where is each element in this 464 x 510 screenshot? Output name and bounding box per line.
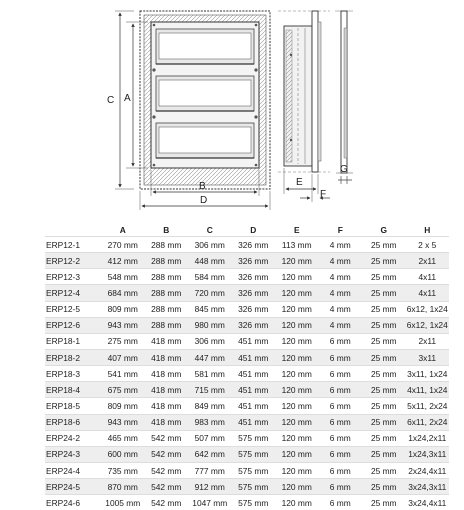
value-cell: 3x11, 1x24 — [406, 366, 450, 382]
model-cell: ERP18-1 — [45, 333, 101, 349]
table-row — [45, 317, 449, 333]
label-c: C — [107, 95, 114, 106]
column-header-a: A — [101, 224, 145, 237]
model-cell: ERP24-2 — [45, 430, 101, 446]
value-cell: 326 mm — [232, 253, 276, 269]
value-cell: 4 mm — [319, 285, 363, 301]
value-cell: 541 mm — [101, 366, 145, 382]
value-cell: 735 mm — [101, 462, 145, 478]
table-row — [45, 382, 449, 398]
value-cell: 6 mm — [319, 366, 363, 382]
table-row — [45, 301, 449, 317]
value-cell: 120 mm — [275, 414, 319, 430]
value-cell: 120 mm — [275, 446, 319, 462]
value-cell: 6x11, 2x24 — [406, 414, 450, 430]
value-cell: 870 mm — [101, 479, 145, 495]
label-a: A — [124, 93, 131, 104]
value-cell: 448 mm — [188, 253, 232, 269]
value-cell: 809 mm — [101, 301, 145, 317]
value-cell: 1047 mm — [188, 495, 232, 510]
value-cell: 943 mm — [101, 317, 145, 333]
value-cell: 980 mm — [188, 317, 232, 333]
value-cell: 25 mm — [362, 253, 406, 269]
label-d: D — [200, 195, 207, 206]
value-cell: 412 mm — [101, 253, 145, 269]
value-cell: 6 mm — [319, 430, 363, 446]
value-cell: 6 mm — [319, 398, 363, 414]
value-cell: 451 mm — [232, 398, 276, 414]
value-cell: 326 mm — [232, 285, 276, 301]
value-cell: 120 mm — [275, 285, 319, 301]
dimension-f — [300, 174, 330, 202]
value-cell: 507 mm — [188, 430, 232, 446]
value-cell: 120 mm — [275, 317, 319, 333]
technical-drawing — [0, 0, 464, 212]
model-cell: ERP18-2 — [45, 349, 101, 365]
value-cell: 912 mm — [188, 479, 232, 495]
value-cell: 306 mm — [188, 333, 232, 349]
label-e: E — [296, 177, 303, 188]
value-cell: 326 mm — [232, 237, 276, 253]
value-cell: 288 mm — [145, 301, 189, 317]
value-cell: 120 mm — [275, 382, 319, 398]
table-body — [45, 237, 449, 510]
label-g: G — [340, 164, 348, 175]
column-header-d: D — [232, 224, 276, 237]
side-flange — [312, 11, 318, 172]
value-cell: 120 mm — [275, 253, 319, 269]
value-cell: 1x24,3x11 — [406, 446, 450, 462]
value-cell: 675 mm — [101, 382, 145, 398]
value-cell: 418 mm — [145, 398, 189, 414]
value-cell: 451 mm — [232, 333, 276, 349]
module-row-2 — [156, 76, 254, 111]
column-header-g: G — [362, 224, 406, 237]
model-cell: ERP12-3 — [45, 269, 101, 285]
value-cell: 548 mm — [101, 269, 145, 285]
value-cell: 25 mm — [362, 301, 406, 317]
value-cell: 3x11 — [406, 349, 450, 365]
value-cell: 684 mm — [101, 285, 145, 301]
value-cell: 25 mm — [362, 333, 406, 349]
value-cell: 288 mm — [145, 237, 189, 253]
column-header-h: H — [406, 224, 450, 237]
value-cell: 983 mm — [188, 414, 232, 430]
value-cell: 447 mm — [188, 349, 232, 365]
table-row — [45, 253, 449, 269]
value-cell: 4x11 — [406, 269, 450, 285]
value-cell: 25 mm — [362, 366, 406, 382]
value-cell: 5x11, 2x24 — [406, 398, 450, 414]
value-cell: 120 mm — [275, 269, 319, 285]
value-cell: 288 mm — [145, 317, 189, 333]
value-cell: 451 mm — [232, 382, 276, 398]
value-cell: 584 mm — [188, 269, 232, 285]
value-cell: 120 mm — [275, 366, 319, 382]
value-cell: 4x11, 1x24 — [406, 382, 450, 398]
value-cell: 288 mm — [145, 269, 189, 285]
value-cell: 3x24,4x11 — [406, 495, 450, 510]
section-view — [335, 11, 353, 184]
model-cell: ERP12-1 — [45, 237, 101, 253]
dimension-d — [140, 191, 270, 210]
model-cell: ERP18-5 — [45, 398, 101, 414]
value-cell: 943 mm — [101, 414, 145, 430]
value-cell: 4 mm — [319, 301, 363, 317]
table-row — [45, 285, 449, 301]
value-cell: 326 mm — [232, 301, 276, 317]
value-cell: 451 mm — [232, 366, 276, 382]
value-cell: 4x11 — [406, 285, 450, 301]
value-cell: 2x11 — [406, 253, 450, 269]
value-cell: 6 mm — [319, 382, 363, 398]
value-cell: 120 mm — [275, 495, 319, 510]
model-cell: ERP18-3 — [45, 366, 101, 382]
value-cell: 3x24,3x11 — [406, 479, 450, 495]
value-cell: 575 mm — [232, 430, 276, 446]
value-cell: 845 mm — [188, 301, 232, 317]
model-cell: ERP12-6 — [45, 317, 101, 333]
value-cell: 575 mm — [232, 495, 276, 510]
value-cell: 120 mm — [275, 398, 319, 414]
value-cell: 4 mm — [319, 317, 363, 333]
column-header-f: F — [319, 224, 363, 237]
value-cell: 418 mm — [145, 333, 189, 349]
value-cell: 120 mm — [275, 301, 319, 317]
value-cell: 25 mm — [362, 237, 406, 253]
model-cell: ERP12-2 — [45, 253, 101, 269]
value-cell: 6 mm — [319, 333, 363, 349]
table-row — [45, 366, 449, 382]
value-cell: 542 mm — [145, 446, 189, 462]
value-cell: 575 mm — [232, 462, 276, 478]
table-row — [45, 446, 449, 462]
side-view — [278, 11, 330, 172]
value-cell: 4 mm — [319, 237, 363, 253]
value-cell: 451 mm — [232, 349, 276, 365]
value-cell: 2x24,4x11 — [406, 462, 450, 478]
model-cell: ERP24-4 — [45, 462, 101, 478]
value-cell: 418 mm — [145, 382, 189, 398]
model-cell: ERP24-6 — [45, 495, 101, 510]
module-row-3 — [156, 123, 254, 158]
value-cell: 715 mm — [188, 382, 232, 398]
value-cell: 4 mm — [319, 269, 363, 285]
value-cell: 575 mm — [232, 446, 276, 462]
value-cell: 2x11 — [406, 333, 450, 349]
value-cell: 25 mm — [362, 495, 406, 510]
value-cell: 25 mm — [362, 462, 406, 478]
column-header-b: B — [145, 224, 189, 237]
value-cell: 418 mm — [145, 366, 189, 382]
column-header-model — [45, 224, 101, 237]
value-cell: 6x12, 1x24 — [406, 317, 450, 333]
value-cell: 306 mm — [188, 237, 232, 253]
value-cell: 275 mm — [101, 333, 145, 349]
value-cell: 6 mm — [319, 349, 363, 365]
table-row — [45, 462, 449, 478]
table-row — [45, 495, 449, 510]
value-cell: 25 mm — [362, 382, 406, 398]
value-cell: 1005 mm — [101, 495, 145, 510]
table-row — [45, 237, 449, 253]
value-cell: 113 mm — [275, 237, 319, 253]
value-cell: 720 mm — [188, 285, 232, 301]
value-cell: 418 mm — [145, 349, 189, 365]
table-row — [45, 414, 449, 430]
label-f: F — [320, 189, 326, 200]
value-cell: 288 mm — [145, 285, 189, 301]
column-header-c: C — [188, 224, 232, 237]
value-cell: 6x12, 1x24 — [406, 301, 450, 317]
value-cell: 418 mm — [145, 414, 189, 430]
value-cell: 120 mm — [275, 333, 319, 349]
module-row-1 — [156, 29, 254, 64]
value-cell: 1x24,2x11 — [406, 430, 450, 446]
model-cell: ERP24-3 — [45, 446, 101, 462]
value-cell: 465 mm — [101, 430, 145, 446]
value-cell: 777 mm — [188, 462, 232, 478]
value-cell: 542 mm — [145, 479, 189, 495]
table-row — [45, 430, 449, 446]
value-cell: 25 mm — [362, 414, 406, 430]
value-cell: 642 mm — [188, 446, 232, 462]
model-cell: ERP18-6 — [45, 414, 101, 430]
value-cell: 600 mm — [101, 446, 145, 462]
value-cell: 542 mm — [145, 462, 189, 478]
value-cell: 809 mm — [101, 398, 145, 414]
value-cell: 326 mm — [232, 269, 276, 285]
value-cell: 2 x 5 — [406, 237, 450, 253]
model-cell: ERP24-5 — [45, 479, 101, 495]
table-row — [45, 349, 449, 365]
value-cell: 25 mm — [362, 285, 406, 301]
value-cell: 542 mm — [145, 430, 189, 446]
value-cell: 120 mm — [275, 349, 319, 365]
value-cell: 120 mm — [275, 479, 319, 495]
value-cell: 25 mm — [362, 479, 406, 495]
value-cell: 25 mm — [362, 398, 406, 414]
value-cell: 6 mm — [319, 495, 363, 510]
value-cell: 451 mm — [232, 414, 276, 430]
front-view — [140, 11, 270, 189]
value-cell: 25 mm — [362, 317, 406, 333]
value-cell: 288 mm — [145, 253, 189, 269]
model-cell: ERP18-4 — [45, 382, 101, 398]
value-cell: 581 mm — [188, 366, 232, 382]
value-cell: 25 mm — [362, 430, 406, 446]
value-cell: 6 mm — [319, 446, 363, 462]
table-header-row — [45, 224, 449, 237]
value-cell: 6 mm — [319, 462, 363, 478]
value-cell: 120 mm — [275, 462, 319, 478]
value-cell: 120 mm — [275, 430, 319, 446]
value-cell: 326 mm — [232, 317, 276, 333]
model-cell: ERP12-5 — [45, 301, 101, 317]
table-row — [45, 269, 449, 285]
value-cell: 25 mm — [362, 349, 406, 365]
value-cell: 407 mm — [101, 349, 145, 365]
value-cell: 270 mm — [101, 237, 145, 253]
value-cell: 849 mm — [188, 398, 232, 414]
value-cell: 6 mm — [319, 414, 363, 430]
value-cell: 6 mm — [319, 479, 363, 495]
value-cell: 4 mm — [319, 253, 363, 269]
table-row — [45, 479, 449, 495]
value-cell: 575 mm — [232, 479, 276, 495]
column-header-e: E — [275, 224, 319, 237]
value-cell: 25 mm — [362, 446, 406, 462]
specifications-table — [45, 224, 449, 510]
model-cell: ERP12-4 — [45, 285, 101, 301]
value-cell: 542 mm — [145, 495, 189, 510]
value-cell: 25 mm — [362, 269, 406, 285]
table-row — [45, 333, 449, 349]
label-b: B — [199, 181, 206, 192]
table-row — [45, 398, 449, 414]
